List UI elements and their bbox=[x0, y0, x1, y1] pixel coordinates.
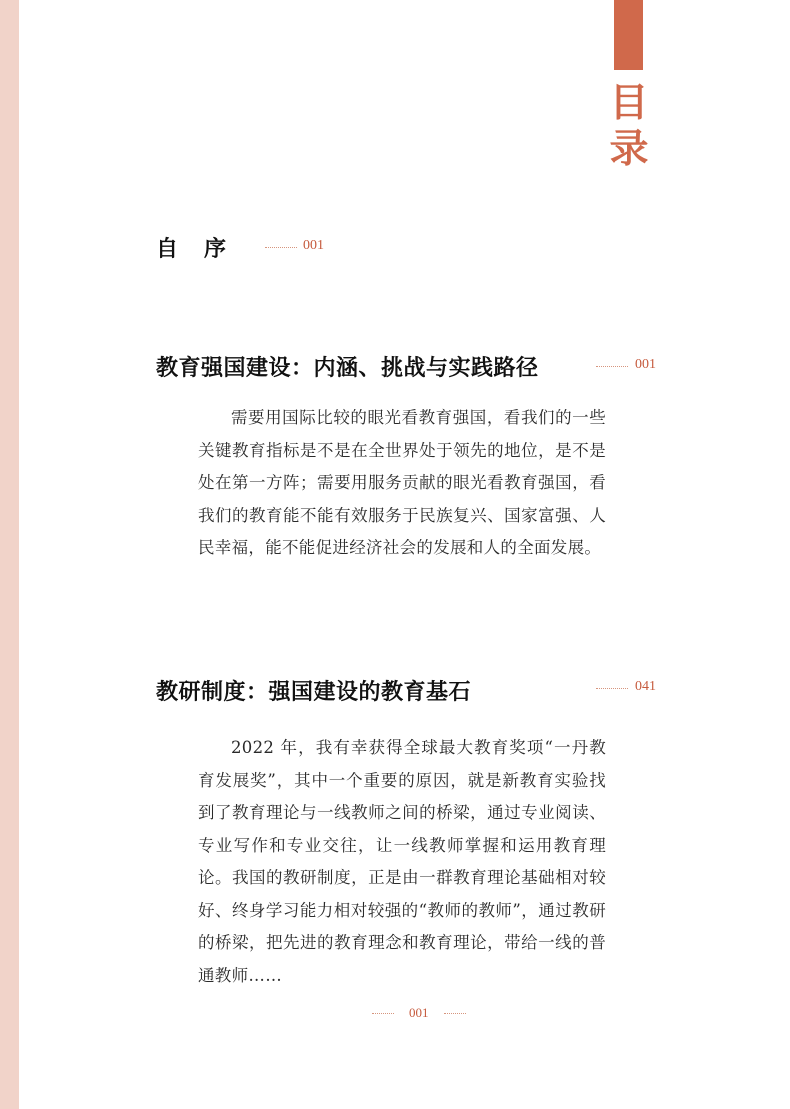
toc-entry-preface-leader bbox=[265, 247, 297, 248]
toc-entry-chapter-2-title[interactable]: 教研制度：强国建设的教育基石 bbox=[156, 679, 472, 705]
toc-entry-chapter-1-title[interactable]: 教育强国建设：内涵、挑战与实践路径 bbox=[156, 355, 539, 381]
toc-entry-chapter-2-excerpt: 2022 年，我有幸获得全球最大教育奖项“一丹教育发展奖”，其中一个重要的原因，就是新教育实验找到了教育理论与一线教师之间的桥梁，通过专业阅读、专业写作和专业交往，让一线教师掌握和运用教育理论。我国的教研制度，正是由一群教育理论基础相对较好、终身学习能力相对较强的“教师的教师”，通过教研的桥梁，把先进的教育理念和教育理论，带给一线的普通教师…… bbox=[198, 738, 606, 985]
chapter-tab-marker bbox=[614, 0, 643, 70]
toc-entry-preface-title[interactable]: 自序 bbox=[156, 236, 253, 262]
toc-entry-preface-page[interactable]: 001 bbox=[303, 238, 324, 253]
toc-entry-chapter-2-leader bbox=[596, 688, 628, 689]
toc-entry-chapter-2-page[interactable]: 041 bbox=[635, 679, 656, 694]
page-folio: 001 bbox=[409, 1005, 429, 1020]
toc-entry-chapter-1-page[interactable]: 001 bbox=[635, 357, 656, 372]
folio-leader-right bbox=[444, 1013, 466, 1014]
left-margin-band bbox=[0, 0, 19, 1109]
toc-entry-chapter-1-excerpt: 需要用国际比较的眼光看教育强国，看我们的一些关键教育指标是不是在全世界处于领先的地位，是不是处在第一方阵；需要用服务贡献的眼光看教育强国，看我们的教育能不能有效服务于民族复兴、国家富强、人民幸福，能不能促进经济社会的发展和人的全面发展。 bbox=[198, 408, 606, 557]
folio-leader-left bbox=[372, 1013, 394, 1014]
toc-heading: 目录 bbox=[609, 80, 649, 172]
toc-entry-chapter-1-leader bbox=[596, 366, 628, 367]
